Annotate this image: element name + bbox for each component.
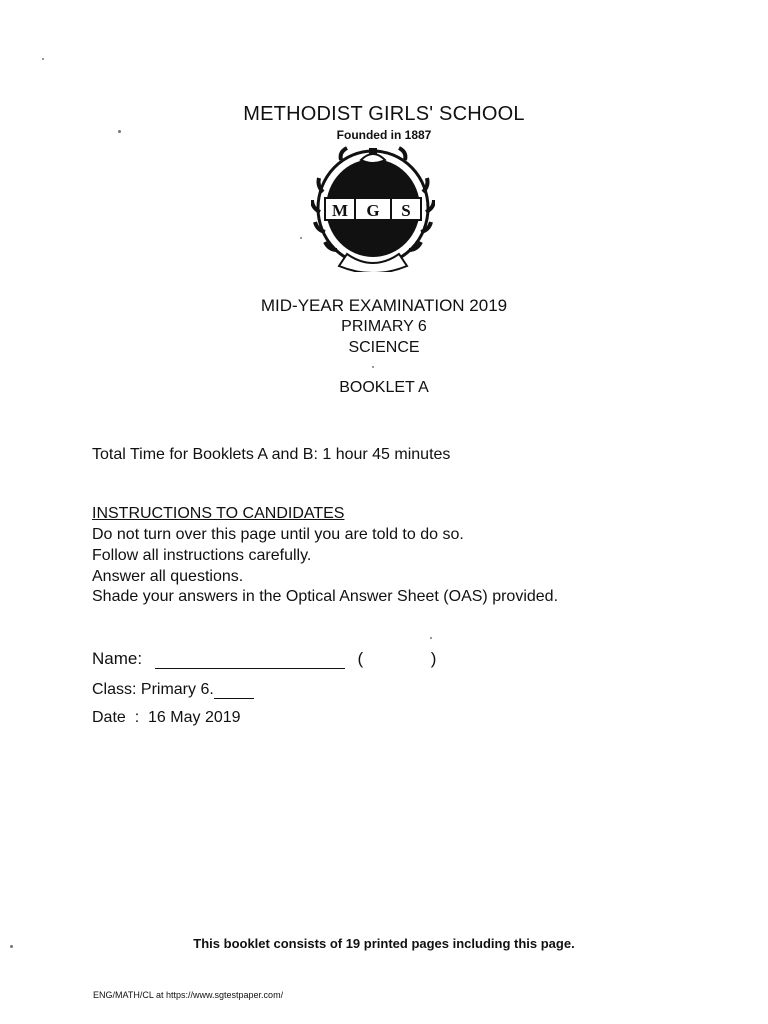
school-name: METHODIST GIRLS' SCHOOL (243, 103, 525, 125)
name-field-row (92, 649, 436, 669)
scan-speck (300, 237, 302, 239)
exam-date: Date : 16 May 2019 (92, 709, 241, 726)
index-open-bracket: ( (357, 649, 364, 668)
scan-speck (372, 366, 374, 368)
scan-speck (42, 58, 44, 60)
name-label: Name: (92, 649, 143, 668)
instructions-heading: INSTRUCTIONS TO CANDIDATES (92, 505, 345, 522)
class-blank[interactable] (214, 684, 254, 699)
school-crest-logo (311, 142, 435, 272)
name-blank[interactable] (155, 652, 345, 669)
scan-speck (430, 637, 432, 639)
scan-speck (118, 130, 121, 133)
founded-year: Founded in 1887 (336, 128, 432, 142)
index-close-bracket: ) (430, 649, 437, 668)
instruction-line: Do not turn over this page until you are told to do so. (92, 526, 464, 543)
page-count-note: This booklet consists of 19 printed pages including this page. (193, 936, 575, 951)
class-label: Class: Primary 6. (92, 681, 214, 698)
instruction-line: Shade your answers in the Optical Answer Sheet (OAS) provided. (92, 588, 559, 605)
scan-speck (10, 945, 13, 948)
total-time: Total Time for Booklets A and B: 1 hour 45 minutes (92, 446, 451, 463)
exam-level: PRIMARY 6 (341, 318, 427, 335)
instruction-line: Follow all instructions carefully. (92, 547, 312, 564)
crest-letter-m: M (331, 201, 349, 220)
crest-letter-s: S (401, 201, 411, 220)
class-field-row (92, 681, 254, 699)
crest-letter-g: G (366, 201, 380, 220)
exam-subject: SCIENCE (348, 339, 420, 356)
source-attribution: ENG/MATH/CL at https://www.sgtestpaper.com/ (93, 990, 284, 1000)
exam-title: MID-YEAR EXAMINATION 2019 (260, 296, 508, 315)
instruction-line: Answer all questions. (92, 568, 244, 585)
booklet-label: BOOKLET A (339, 379, 429, 396)
